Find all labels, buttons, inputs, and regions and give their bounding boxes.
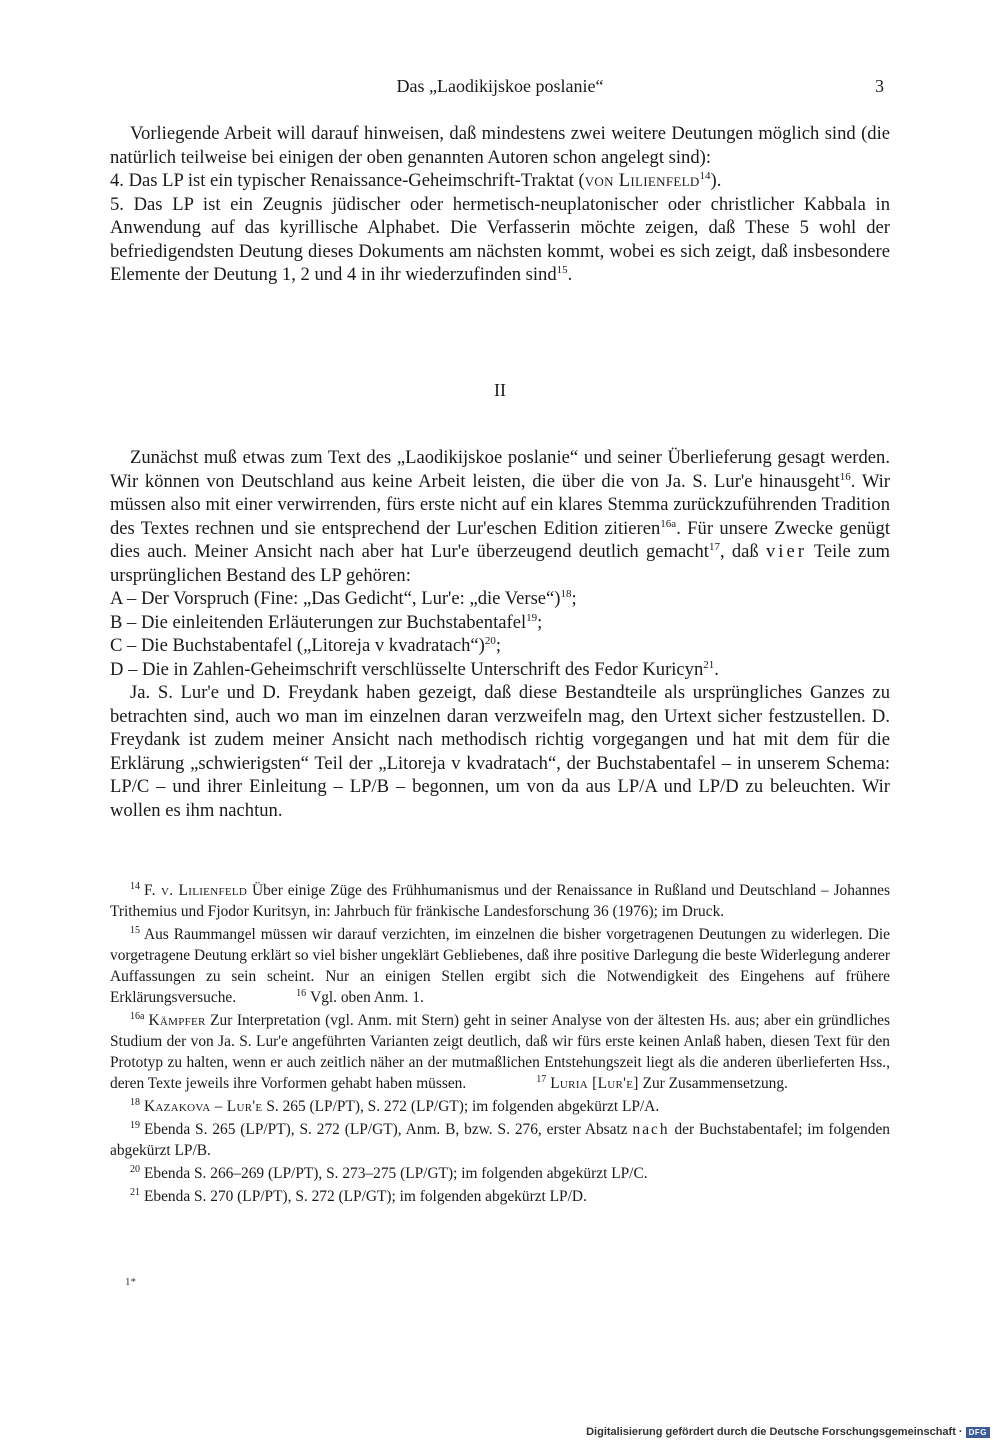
footnote-text: Ebenda S. 266–269 (LP/PT), S. 273–275 (LP/GT); im folgenden abgekürzt LP/C. — [144, 1165, 648, 1182]
footnote-ref-20[interactable]: 20 — [484, 634, 496, 647]
list-item-b — [110, 611, 890, 635]
footnote-number: 14 — [130, 880, 140, 892]
footnote-number: 21 — [130, 1186, 140, 1198]
footnote-14 — [110, 880, 890, 922]
footnote-number: 16 — [296, 987, 307, 999]
footnotes — [110, 880, 890, 1209]
list-item-text: C – Die Buchstabentafel („Litoreja v kvadratach“) — [110, 635, 485, 656]
footnote-ref-16[interactable]: 16 — [839, 470, 851, 483]
footnote-text: Vgl. oben Anm. 1. — [310, 989, 424, 1006]
text-run: . Für unsere Zwecke genügt dies auch. Meiner Ansicht nach aber hat Lur'e überzeugend deutlich gemacht — [110, 517, 891, 562]
author-name: von Lilienfeld — [584, 170, 700, 191]
thesis-5 — [110, 193, 890, 287]
paragraph-intro: Vorliegende Arbeit will darauf hinweisen, daß mindestens zwei weitere Deutungen möglich sind (die natürlich teilweise bei einigen der oben genannten Autoren schon angelegt sind): — [110, 123, 890, 168]
footnote-author: F. v. Lilienfeld — [144, 882, 248, 899]
footnote-text: Zur Zusammensetzung. — [642, 1075, 788, 1092]
signature-mark: 1* — [125, 1276, 136, 1288]
footnote-ref-17[interactable]: 17 — [708, 540, 720, 553]
section-heading: II — [494, 380, 506, 400]
footnote-ref-19[interactable]: 19 — [526, 611, 538, 624]
footnote-number: 15 — [130, 924, 140, 936]
running-head — [110, 76, 890, 100]
emphasis-spaced: nach — [632, 1121, 670, 1138]
list-item-a — [110, 587, 890, 611]
footnote-21 — [110, 1186, 890, 1207]
page-number: 3 — [875, 76, 884, 96]
footnote-number: 20 — [130, 1163, 140, 1175]
list-item-end: ; — [571, 588, 577, 609]
footnote-16a-17 — [110, 1010, 890, 1094]
emphasis-spaced: vier — [765, 541, 807, 562]
footnote-author: Kämpfer — [148, 1012, 206, 1029]
list-item-text: D – Die in Zahlen-Geheimschrift verschlüsselte Unterschrift des Fedor Kuricyn — [110, 658, 704, 680]
footnote-19 — [110, 1119, 890, 1161]
footnote-text: der Buchstabentafel; im folgenden abgekürzt LP/B. — [110, 1121, 890, 1159]
footnote-15-16 — [110, 924, 890, 1008]
list-item-text: B – Die einleitenden Erläuterungen zur Buchstabentafel — [110, 611, 527, 633]
footnote-text: S. 265 (LP/PT), S. 272 (LP/GT); im folgenden abgekürzt LP/A. — [266, 1098, 660, 1115]
footnote-number: 18 — [130, 1096, 140, 1108]
footnote-author: Kazakova – Lur'e — [144, 1098, 263, 1115]
footnote-ref-18[interactable]: 18 — [560, 587, 572, 600]
footnote-ref-14[interactable]: 14 — [699, 169, 711, 182]
footnote-author: Luria [Lur'e] — [550, 1075, 639, 1092]
thesis-4 — [110, 169, 890, 193]
thesis-5-end: . — [567, 264, 573, 285]
paragraph-transmission — [110, 446, 890, 587]
footnote-ref-15[interactable]: 15 — [556, 263, 568, 276]
list-item-d — [110, 658, 890, 682]
dfg-logo-icon: DFG — [966, 1427, 990, 1438]
footnote-number: 19 — [130, 1119, 140, 1131]
paragraph-freydank: Ja. S. Lur'e und D. Freydank haben gezeigt, daß diese Bestandteile als ursprüngliches Ganzes zu betrachten sind, auch wo man im einzelnen daran verzweifeln mag, den Urtext sicher festzustellen. D. Freydank ist zudem meiner Ansicht nach methodisch richtig vorgegangen und hat mit dem für die Erklärung „schwierigsten“ Teil der „Litoreja v kvadratach“, der Buchstabentafel – in unserem Schema: LP/C – und ihrer Einleitung – LP/B – begonnen, um von da aus LP/A und LP/D zu beleuchten. Wir wollen es ihm nachtun. — [110, 682, 890, 821]
list-item-text: A – Der Vorspruch (Fine: „Das Gedicht“, Lur'e: „die Verse“) — [110, 588, 561, 609]
text-run: Teile zum ursprünglichen Bestand des LP gehören: — [110, 541, 891, 586]
funding-text: Digitalisierung gefördert durch die Deutsche Forschungsgemeinschaft · — [586, 1426, 963, 1438]
section-1 — [110, 122, 890, 287]
text-run: . Wir müssen also mit einer verwirrenden, fürs erste nicht auf ein klares Stemma zurückzuführenden Tradition des Textes rechnen und sie entsprechend der Lur'eschen Edition zitieren — [110, 470, 890, 539]
footnote-text: Aus Raummangel müssen wir darauf verzichten, im einzelnen die bisher vorgetragenen Deutungen zu widerlegen. Die vorgetragene Deutung erklärt so viel bisher ungeklärt Gebliebenes, daß ihre positive Darlegung die beste Widerlegung anderer Auffassungen zu sein scheint. Nur an einigen Stellen ergibt sich die Notwendigkeit des Eingehens auf frühere Erklärungsversuche. — [110, 926, 890, 1006]
footnote-ref-21[interactable]: 21 — [703, 658, 715, 671]
thesis-4-text: 4. Das LP ist ein typischer Renaissance-Geheimschrift-Traktat ( — [110, 170, 585, 191]
thesis-4-end: ). — [710, 170, 722, 191]
list-item-end: . — [714, 658, 719, 680]
text-run: , daß — [719, 541, 759, 562]
footnote-number: 17 — [536, 1073, 547, 1085]
footnote-18 — [110, 1096, 890, 1117]
footnote-text: Über einige Züge des Frühhumanismus und der Renaissance in Rußland und Deutschland – Johannes Trithemius und Fjodor Kuritsyn, in: Jahrbuch für fränkische Landesforschung 36 (1976); im Druck. — [110, 882, 890, 920]
text-run: Zunächst muß etwas zum Text des „Laodikijskoe poslanie“ und seiner Überlieferung gesagt werden. Wir können von Deutschland aus keine Arbeit leisten, die über die von Ja. S. Lur'e hinausgeht — [110, 447, 890, 492]
footnote-number: 16a — [130, 1010, 145, 1022]
footnote-ref-16a[interactable]: 16a — [660, 517, 677, 530]
footnote-text: Ebenda S. 270 (LP/PT), S. 272 (LP/GT); im folgenden abgekürzt LP/D. — [144, 1188, 587, 1205]
footnote-text: Zur Interpretation (vgl. Anm. mit Stern) geht in seiner Analyse von der ältesten Hs. aus; aber ein gründliches Studium der von Ja. S. Lur'e angeführten Varianten zeigt deutlich, daß wir fürs erste keinen Anlaß haben, diesen Text für den Prototyp zu halten, wenn er auch zeitlich näher an der mutmaßlichen Entstehungszeit liegt als die anderen überlieferten Hss., deren Texte jeweils ihre Vorformen gehabt haben müssen. — [110, 1012, 890, 1092]
list-item-end: ; — [537, 611, 543, 633]
list-item-end: ; — [495, 635, 501, 656]
funding-notice — [586, 1425, 990, 1439]
list-item-c — [110, 634, 890, 658]
footnote-20 — [110, 1163, 890, 1184]
running-title: Das „Laodikijskoe poslanie“ — [396, 76, 604, 96]
section-2 — [110, 446, 890, 822]
footnote-text: Ebenda S. 265 (LP/PT), S. 272 (LP/GT), Anm. B, bzw. S. 276, erster Absatz — [144, 1121, 628, 1138]
thesis-5-text: 5. Das LP ist ein Zeugnis jüdischer oder hermetisch-neuplatonischer oder christlicher Kabbala in Anwendung auf das kyrillische Alphabet. Die Verfasserin möchte zeigen, daß These 5 wohl der befriedigendsten Deutung dieses Dokuments am nächsten kommt, wobei es sich zeigt, daß insbesondere Elemente der Deutung 1, 2 und 4 in ihr wiederzufinden sind — [110, 193, 890, 285]
